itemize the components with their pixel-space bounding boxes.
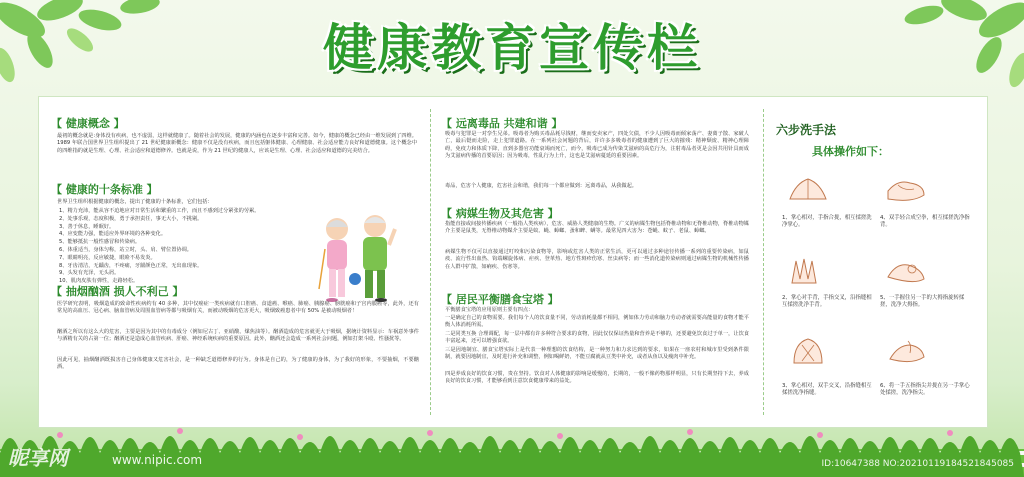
section-title-health-concept: 【 健康概念 】 bbox=[51, 117, 125, 130]
handwash-step-1: 1、掌心相对，手指合拢，相互揉搓洗净掌心。 bbox=[782, 215, 872, 229]
hand-step-6-icon bbox=[882, 333, 930, 369]
hand-step-4-icon bbox=[882, 171, 930, 207]
diet-text-4: 三是因地制宜、膳食宝塔实际上是代表一种理想的饮食结构，是一种努力和力求达到的要求，如果在一座农村和城市里受到条件限制，就要因地制宜，及时进行补充和调整，例如喝鲜奶，不能豆腐就从豆类中补充，或者从鱼以及瘦肉中补充。 bbox=[445, 347, 749, 361]
ten-standards-list bbox=[59, 208, 291, 286]
vectors-text-1: 指能直接或间接传播疾病（一般指人类疾病），危害、威胁人类健康的生物。广义的病媒生物包括脊椎动物和无脊椎动物，脊椎动物媒介主要是鼠类，无脊椎动物媒介主要是蚊、蝇、蟑螂、蚤和蜱、螨等。最常见四大害为：苍蝇、蚊子、老鼠、蟑螂。 bbox=[445, 221, 749, 235]
hand-step-5-icon bbox=[882, 253, 930, 289]
hand-step-2-icon bbox=[784, 253, 832, 289]
page-title: 健康教育宣传栏 bbox=[323, 19, 701, 77]
hand-step-3-icon bbox=[784, 333, 832, 369]
list-item: 4、应变能力强，能适应外界环境的各种变化。 bbox=[59, 231, 167, 238]
list-item: 5、能够抵抗一般性感冒和传染病。 bbox=[59, 239, 141, 246]
handwash-step-5: 5、一手握住另一手的大拇指旋转揉搓，洗净大拇指。 bbox=[880, 295, 965, 309]
section-title-ten-standards: 【 健康的十条标准 】 bbox=[51, 183, 158, 196]
ten-standards-intro: 世界卫生组织根据健康的概念，提出了健康的十条标准，它们包括： bbox=[57, 199, 213, 205]
list-item: 1、精力充沛，能从容不迫地应对日常生活和繁重的工作，而且不感到过分紧张的劳累。 bbox=[59, 208, 260, 214]
section-text-health-concept: 最初的概念就是:身体没有疾病，也不虚弱，这样就健康了。随着社会的发展，健康的内涵也在逐步丰富和完善。如今，健康的概念已经由一维发展到了四维。1989 年联合国世界卫生组织提出了 21 世纪健康新概念：健康不仅是没有疾病，而且包括躯体健康、心理健康、社会适应能力良好和道德健康。这个概念中的四维指的就是生理、心理、社会适应和道德修养。也就是说，作为 21 世纪的健康人，应该是生理、心理、社会适应和道德的完美结合。 bbox=[57, 133, 417, 154]
handwash-subtitle: 具体操作如下： bbox=[812, 145, 889, 158]
list-item: 9、头发有光泽，无头屑。 bbox=[59, 270, 120, 277]
smoking-text-1: 医学研究表明，吸烟造成的致命性疾病约有 40 多种，其中仅癌症一类疾病就有口腔癌、食道癌、喉癌、肺癌、胰腺癌、膀胱癌和子宫内膜癌等，此外，还有常见的高血压、冠心病、脑血管病及周围血管病等都与吸烟有关，而被动吸烟的危害更大，吸烟致癌患者中有 50% 是被动吸烟者！ bbox=[57, 301, 419, 315]
column-health bbox=[39, 97, 429, 427]
diet-text-1: 平衡膳食宝塔的应用原则主要有四点： bbox=[445, 307, 534, 313]
watermark-url: www.nipic.com bbox=[112, 453, 203, 467]
diet-text-3: 二是同类互换 合理调配，每一层中都有许多种符合要求的食物，因此仅仅保证热量和营养是不够的，还要避免饮食过于单一，让饮食丰富起来，还可以增强食欲。 bbox=[445, 331, 749, 345]
handwash-title: 六步洗手法 bbox=[776, 123, 837, 137]
watermark-logo: 昵享网 bbox=[8, 446, 68, 470]
drugs-text-2: 毒品，危害个人健康，危害社会和谐，我们每一个都应做到：远离毒品，从我做起。 bbox=[445, 183, 637, 189]
section-title-vectors: 【 病媒生物及其危害 】 bbox=[441, 207, 559, 220]
handwash-step-2: 2、掌心对手背，手指交叉，沿指缝相互揉搓洗净手背。 bbox=[782, 295, 872, 309]
smoking-text-2: 酗酒之所以有这么大的危害，主要是因为其中的有毒成分（例如尼古丁、亚硝酸、煤焦油等）。酗酒造成的危害就更大于吸烟，据统计资料显示：车祸意外事件与酒精有关的占第一位；酗酒还是造成心血管疾病、肝癌、神经系统疾病的重要原因。此外，酗酒还会造成一系列社会问题，例如打架斗殴、性骚扰等。 bbox=[57, 329, 419, 343]
list-item: 3、善于休息，睡眠好。 bbox=[59, 223, 115, 230]
handwash-step-4: 4、双手轻合成空拳，相互揉搓洗净指背。 bbox=[880, 215, 970, 229]
column-hygiene bbox=[431, 97, 761, 427]
list-item: 7、眼睛明亮，反应敏捷，眼睑不易发炎。 bbox=[59, 254, 156, 261]
content-board bbox=[38, 96, 988, 428]
section-title-drugs: 【 远离毒品 共建和谐 】 bbox=[441, 117, 563, 130]
list-item: 10、肌肉皮肤有弹性，走路轻松。 bbox=[59, 278, 139, 285]
column-handwashing bbox=[764, 97, 987, 427]
diet-text-2: 一是确定自己的食物需要。我们每个人的饮食量不同，劳动消耗量都不相同，例如体力劳动和脑力劳动者就需要高能量的食物才能平衡人体消耗所需。 bbox=[445, 315, 749, 329]
elderly-couple-illustration bbox=[295, 209, 415, 309]
diet-text-5: 四是养成良好的饮食习惯，贵在坚持。饮食对人体健康的影响是缓慢的，长期的，一般不像药物那样明显，只有长期坚持下去，养成良好的饮食习惯，才能够看到注意饮食健康带来的益处。 bbox=[445, 371, 749, 385]
handwash-step-6: 6、将一手五指指尖并拢在另一手掌心处揉搓，洗净指尖。 bbox=[880, 383, 970, 397]
vectors-text-2: 病媒生物不仅可以直接通过叮咬和污染食物等，影响或危害人类的正常生活，更可以通过多种途径传播一系列的重要传染病，如鼠疫、流行性出血热、钩端螺旋体病、疟疾、登革热、地方性斑疹伤寒、丝虫病等；而一些消化道传染病则通过病媒生物的机械性传播在人群中扩散，如痢疾、伤寒等。 bbox=[445, 249, 749, 270]
list-item: 2、处事乐观，态度积极，勇于承担责任，事无大小，不挑剔。 bbox=[59, 215, 203, 222]
hand-step-1-icon bbox=[784, 171, 832, 207]
section-title-diet-pagoda: 【 居民平衡膳食宝塔 】 bbox=[441, 293, 559, 306]
list-item: 6、体重适当，身体匀称，站立时，头、肩、臂位置协调。 bbox=[59, 246, 192, 253]
section-title-smoking-drinking: 【 抽烟酗酒 损人不利己 】 bbox=[51, 285, 184, 298]
drugs-text-1: 吸毒与犯罪是一对孪生兄弟。吸毒者为购买毒品耗尽钱财，继而变卖家产，四处欠债，不少人因吸毒而倾家荡产、妻离子散、家破人亡，最后铤而走险，走上犯罪道路。在一系列社会问题的背后，许许多多吸毒者的健康遭到了巨大的摧残：精神颓废、精神心理障碍，免疫力和体质下降，直到多器官功能衰竭而死亡，而今，吸毒已成为传染艾滋病的高危行为，注射毒品者更是会因共用针具而成为艾滋病传播的首要原因；因为吸毒，性乱行为上升，这也是艾滋病蔓延的重要因素。 bbox=[445, 131, 749, 160]
smoking-text-3: 因此可见，抽烟酗酒既损害自己身体健康又危害社会，是一种缺乏道德修养的行为。身体是自己的，为了健康的身体，为了我好的形象，不要抽烟，不要酗酒。 bbox=[57, 357, 419, 371]
handwash-step-3: 3、掌心相对，双手交叉，沿指缝相互揉搓洗净指缝。 bbox=[782, 383, 872, 397]
list-item: 8、牙齿清洁，无龋齿，不疼痛，牙龈颜色正常，无出血现象。 bbox=[59, 262, 203, 269]
watermark-id: ID:10647388 NO:20210119184521845085 bbox=[821, 459, 1014, 469]
